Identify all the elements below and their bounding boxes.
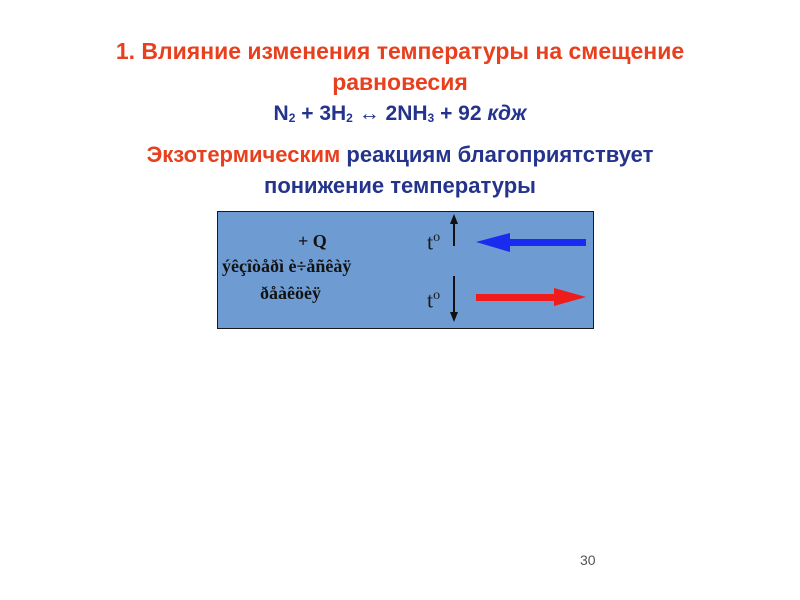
- statement-line2: понижение температуры: [264, 173, 536, 198]
- equilibrium-panel: [217, 211, 594, 329]
- left-arrow-head: [476, 233, 510, 252]
- temp-symbol: t: [427, 229, 434, 255]
- temp-up-arrow-head: [450, 214, 458, 224]
- right-arrow-head: [554, 288, 586, 306]
- reaction-equation: [0, 100, 800, 132]
- slide-title-line2: равновесия: [332, 69, 468, 95]
- page-number: 30: [580, 552, 596, 568]
- left-arrow-shaft: [508, 239, 586, 246]
- eq-unit: кдж: [487, 102, 527, 125]
- temperature-down-label: [427, 285, 440, 311]
- eq-plus-energy: + 92: [434, 102, 488, 125]
- reaction-label: ðåàêöèÿ: [260, 283, 321, 303]
- eq-nh-sub: 3: [427, 111, 435, 125]
- slide-title-line1: 1. Влияние изменения температуры на смещение: [115, 38, 685, 64]
- temp-sup: o: [433, 230, 441, 245]
- temperature-up-label: [427, 227, 440, 253]
- right-arrow-shaft: [476, 294, 556, 301]
- temp-sup: o: [433, 288, 441, 303]
- eq-plus-h: + 3H: [295, 102, 347, 125]
- eq-n-sub: 2: [288, 111, 296, 125]
- reaction-type-label: ýêçîòåðì è÷åñêàÿ: [222, 256, 352, 276]
- temp-symbol: t: [427, 287, 434, 313]
- statement-highlight: Экзотермическим: [146, 142, 341, 167]
- eq-h-sub: 2: [346, 111, 353, 125]
- heat-label: + Q: [298, 231, 327, 251]
- eq-n: N: [273, 102, 289, 125]
- eq-arrow: ↔: [352, 102, 386, 125]
- statement-line1: [0, 140, 800, 169]
- temp-down-arrow-head: [450, 312, 458, 322]
- statement-rest: реакциям благоприятствует: [340, 142, 654, 167]
- eq-nh: 2NH: [385, 102, 428, 125]
